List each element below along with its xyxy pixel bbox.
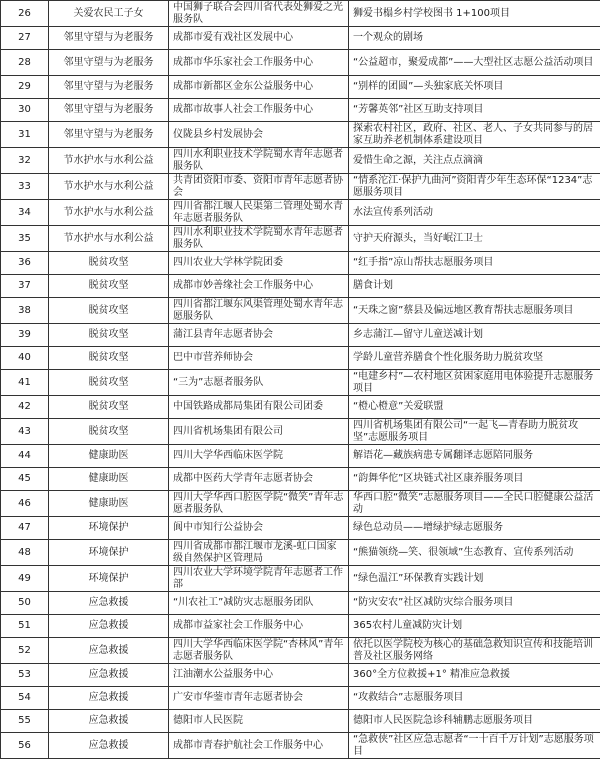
table-row xyxy=(1,733,600,759)
row-project: 乡志蒲江—留守儿童送减计划 xyxy=(349,324,600,347)
row-organization: 蒲江县青年志愿者协会 xyxy=(169,324,349,347)
row-organization: 共青团资阳市委、资阳市青年志愿者协会 xyxy=(169,174,349,200)
row-project: 华西口腔“微笑”志愿服务项目——全民口腔健康公益活动 xyxy=(349,491,600,517)
row-category: 脱贫攻坚 xyxy=(49,298,169,324)
row-category: 健康助医 xyxy=(49,491,169,517)
row-organization: “三为”志愿者服务队 xyxy=(169,370,349,396)
row-organization: 成都市新都区金东公益服务中心 xyxy=(169,76,349,99)
row-number: 38 xyxy=(1,298,49,324)
table-row xyxy=(1,615,600,638)
table-row xyxy=(1,275,600,298)
row-category: 脱贫攻坚 xyxy=(49,252,169,275)
table-row xyxy=(1,200,600,226)
table-body xyxy=(1,1,600,759)
table-row xyxy=(1,638,600,664)
row-project: 360°全方位救援+1° 精准应急救援 xyxy=(349,664,600,687)
row-project: 365农村儿童减防灾计划 xyxy=(349,615,600,638)
row-number: 46 xyxy=(1,491,49,517)
row-project: “电建乡村”—农村地区贫困家庭用电体验提升志愿服务项目 xyxy=(349,370,600,396)
table-row xyxy=(1,491,600,517)
row-category: 节水护水与水利公益 xyxy=(49,200,169,226)
row-category: 邻里守望与为老服务 xyxy=(49,122,169,148)
table-row xyxy=(1,27,600,50)
table-row xyxy=(1,370,600,396)
row-category: 应急救援 xyxy=(49,664,169,687)
row-category: 脱贫攻坚 xyxy=(49,370,169,396)
row-category: 环境保护 xyxy=(49,566,169,592)
row-number: 37 xyxy=(1,275,49,298)
row-organization: 四川水利职业技术学院蜀水青年志愿者服务队 xyxy=(169,148,349,174)
row-organization: 四川农业大学林学院团委 xyxy=(169,252,349,275)
table-row xyxy=(1,396,600,419)
row-organization: 四川省都江堰东风渠管理处蜀水青年志愿服务队 xyxy=(169,298,349,324)
row-project: 爱惜生命之源，关注点点滴滴 xyxy=(349,148,600,174)
row-number: 42 xyxy=(1,396,49,419)
row-organization: 仪陇县乡村发展协会 xyxy=(169,122,349,148)
row-project: 一个观众的剧场 xyxy=(349,27,600,50)
row-organization: 成都市益家社会工作服务中心 xyxy=(169,615,349,638)
row-project: 解语花—藏族病患专属翻译志愿陪同服务 xyxy=(349,445,600,468)
row-project: “公益超市，聚爱成都”——大型社区志愿公益活动项目 xyxy=(349,50,600,76)
row-project: 探索农村社区，政府、社区、老人、子女共同参与的居家互助养老机制体系建设项目 xyxy=(349,122,600,148)
row-category: 应急救援 xyxy=(49,592,169,615)
table-row xyxy=(1,347,600,370)
row-organization: 江油潮水公益服务中心 xyxy=(169,664,349,687)
row-category: 邻里守望与为老服务 xyxy=(49,76,169,99)
row-number: 40 xyxy=(1,347,49,370)
row-number: 35 xyxy=(1,226,49,252)
table-row xyxy=(1,76,600,99)
table-row xyxy=(1,148,600,174)
table-row xyxy=(1,1,600,27)
row-number: 39 xyxy=(1,324,49,347)
row-organization: 四川大学华西口腔医学院“微笑”青年志愿者服务队 xyxy=(169,491,349,517)
row-project: “橙心橙意”关爱联盟 xyxy=(349,396,600,419)
table-row xyxy=(1,710,600,733)
row-organization: 成都市故事人社会工作服务中心 xyxy=(169,99,349,122)
row-project: 绿色总动员——增绿护绿志愿服务 xyxy=(349,517,600,540)
row-number: 28 xyxy=(1,50,49,76)
table-row xyxy=(1,252,600,275)
row-project: “别样的团圆”—头独家底关怀项目 xyxy=(349,76,600,99)
row-number: 26 xyxy=(1,1,49,27)
row-organization: 四川省机场集团有限公司 xyxy=(169,419,349,445)
row-number: 32 xyxy=(1,148,49,174)
row-number: 33 xyxy=(1,174,49,200)
row-organization: 成都市妙善缘社会工作服务中心 xyxy=(169,275,349,298)
row-project: 狮爱书榻乡村学校图书 1+100项目 xyxy=(349,1,600,27)
row-number: 36 xyxy=(1,252,49,275)
row-organization: 四川农业大学环境学院青年志愿者工作部 xyxy=(169,566,349,592)
row-number: 30 xyxy=(1,99,49,122)
row-category: 邻里守望与为老服务 xyxy=(49,99,169,122)
row-category: 节水护水与水利公益 xyxy=(49,226,169,252)
table-row xyxy=(1,99,600,122)
row-project: 依托以医学院校为核心的基础急救知识宣传和技能培训普及社区服务网络 xyxy=(349,638,600,664)
table-row xyxy=(1,324,600,347)
row-category: 应急救援 xyxy=(49,687,169,710)
row-number: 50 xyxy=(1,592,49,615)
row-category: 脱贫攻坚 xyxy=(49,324,169,347)
table-row xyxy=(1,540,600,566)
table-row xyxy=(1,468,600,491)
row-project: “天珠之窗”蔡县及偏远地区教育帮扶志愿服务项目 xyxy=(349,298,600,324)
row-project: 四川省机场集团有限公司“一起飞—青春助力脱贫攻坚”志愿服务项目 xyxy=(349,419,600,445)
row-number: 29 xyxy=(1,76,49,99)
row-category: 邻里守望与为老服务 xyxy=(49,50,169,76)
row-organization: 中国狮子联合会四川省代表处狮爱之光服务队 xyxy=(169,1,349,27)
row-organization: 成都市青春护航社会工作服务中心 xyxy=(169,733,349,759)
row-category: 节水护水与水利公益 xyxy=(49,174,169,200)
table-row xyxy=(1,122,600,148)
row-number: 55 xyxy=(1,710,49,733)
row-category: 应急救援 xyxy=(49,710,169,733)
row-number: 51 xyxy=(1,615,49,638)
row-project: “红手指”凉山帮扶志愿服务项目 xyxy=(349,252,600,275)
row-category: 关爱农民工子女 xyxy=(49,1,169,27)
row-category: 脱贫攻坚 xyxy=(49,396,169,419)
row-category: 节水护水与水利公益 xyxy=(49,148,169,174)
table-row xyxy=(1,664,600,687)
row-project: 德阳市人民医院急诊科辅鹏志愿服务项目 xyxy=(349,710,600,733)
row-category: 脱贫攻坚 xyxy=(49,419,169,445)
table-row xyxy=(1,687,600,710)
row-project: “攻救结合”志愿服务项目 xyxy=(349,687,600,710)
row-project: “防灾安农”社区减防灾综合服务项目 xyxy=(349,592,600,615)
row-category: 脱贫攻坚 xyxy=(49,275,169,298)
row-organization: 四川大学华西临床医学院 xyxy=(169,445,349,468)
row-number: 41 xyxy=(1,370,49,396)
row-organization: 成都市华乐家社会工作服务中心 xyxy=(169,50,349,76)
row-category: 健康助医 xyxy=(49,468,169,491)
row-project: “芳馨英邻”社区互助支持项目 xyxy=(349,99,600,122)
row-project: 学龄儿童营养膳食个性化服务助力脱贫攻坚 xyxy=(349,347,600,370)
row-organization: 四川省都江堰人民渠第二管理处蜀水青年志愿者服务队 xyxy=(169,200,349,226)
row-number: 27 xyxy=(1,27,49,50)
row-category: 脱贫攻坚 xyxy=(49,347,169,370)
row-category: 应急救援 xyxy=(49,615,169,638)
row-project: 守护天府源头，当好岷江卫士 xyxy=(349,226,600,252)
row-number: 52 xyxy=(1,638,49,664)
table-row xyxy=(1,419,600,445)
row-project: 水法宣传系列活动 xyxy=(349,200,600,226)
row-category: 健康助医 xyxy=(49,445,169,468)
row-project: “韵舞华佗”区块链式社区康养服务项目 xyxy=(349,468,600,491)
row-project: “情系沱江·保护九曲河”资阳青少年生态环保“1234”志愿服务项目 xyxy=(349,174,600,200)
row-number: 56 xyxy=(1,733,49,759)
row-organization: 广安市华蓥市青年志愿者协会 xyxy=(169,687,349,710)
row-number: 54 xyxy=(1,687,49,710)
row-organization: 德阳市人民医院 xyxy=(169,710,349,733)
row-number: 44 xyxy=(1,445,49,468)
row-organization: 成都市爱有戏社区发展中心 xyxy=(169,27,349,50)
row-number: 43 xyxy=(1,419,49,445)
table-row xyxy=(1,566,600,592)
table-row xyxy=(1,226,600,252)
table-row xyxy=(1,298,600,324)
row-number: 34 xyxy=(1,200,49,226)
row-number: 47 xyxy=(1,517,49,540)
table-row xyxy=(1,517,600,540)
table-row xyxy=(1,174,600,200)
row-organization: 阆中市知行公益协会 xyxy=(169,517,349,540)
row-number: 48 xyxy=(1,540,49,566)
row-number: 49 xyxy=(1,566,49,592)
row-project: 膳食计划 xyxy=(349,275,600,298)
row-organization: “川农社工”减防灾志愿服务团队 xyxy=(169,592,349,615)
row-project: “熊猫领绕—笑、很领域”生态教育、宣传系列活动 xyxy=(349,540,600,566)
row-organization: 四川大学华西临床医学院“杏林风”青年志愿者服务队 xyxy=(169,638,349,664)
row-category: 应急救援 xyxy=(49,638,169,664)
row-number: 31 xyxy=(1,122,49,148)
table-row xyxy=(1,592,600,615)
row-organization: 四川省成都市都江堰市龙溪-虹口国家级自然保护区管理局 xyxy=(169,540,349,566)
row-number: 53 xyxy=(1,664,49,687)
table-row xyxy=(1,50,600,76)
row-category: 环境保护 xyxy=(49,517,169,540)
table-row xyxy=(1,445,600,468)
row-organization: 成都中医药大学青年志愿者协会 xyxy=(169,468,349,491)
row-organization: 四川水利职业技术学院蜀水青年志愿者服务队 xyxy=(169,226,349,252)
row-project: “绿色温江”环保教育实践计划 xyxy=(349,566,600,592)
row-category: 邻里守望与为老服务 xyxy=(49,27,169,50)
row-category: 环境保护 xyxy=(49,540,169,566)
row-organization: 中国铁路成都局集团有限公司团委 xyxy=(169,396,349,419)
row-project: “急救侠”社区应急志愿者“一十百千万计划”志愿服务项目 xyxy=(349,733,600,759)
row-organization: 巴中市营养师协会 xyxy=(169,347,349,370)
row-category: 应急救援 xyxy=(49,733,169,759)
row-number: 45 xyxy=(1,468,49,491)
